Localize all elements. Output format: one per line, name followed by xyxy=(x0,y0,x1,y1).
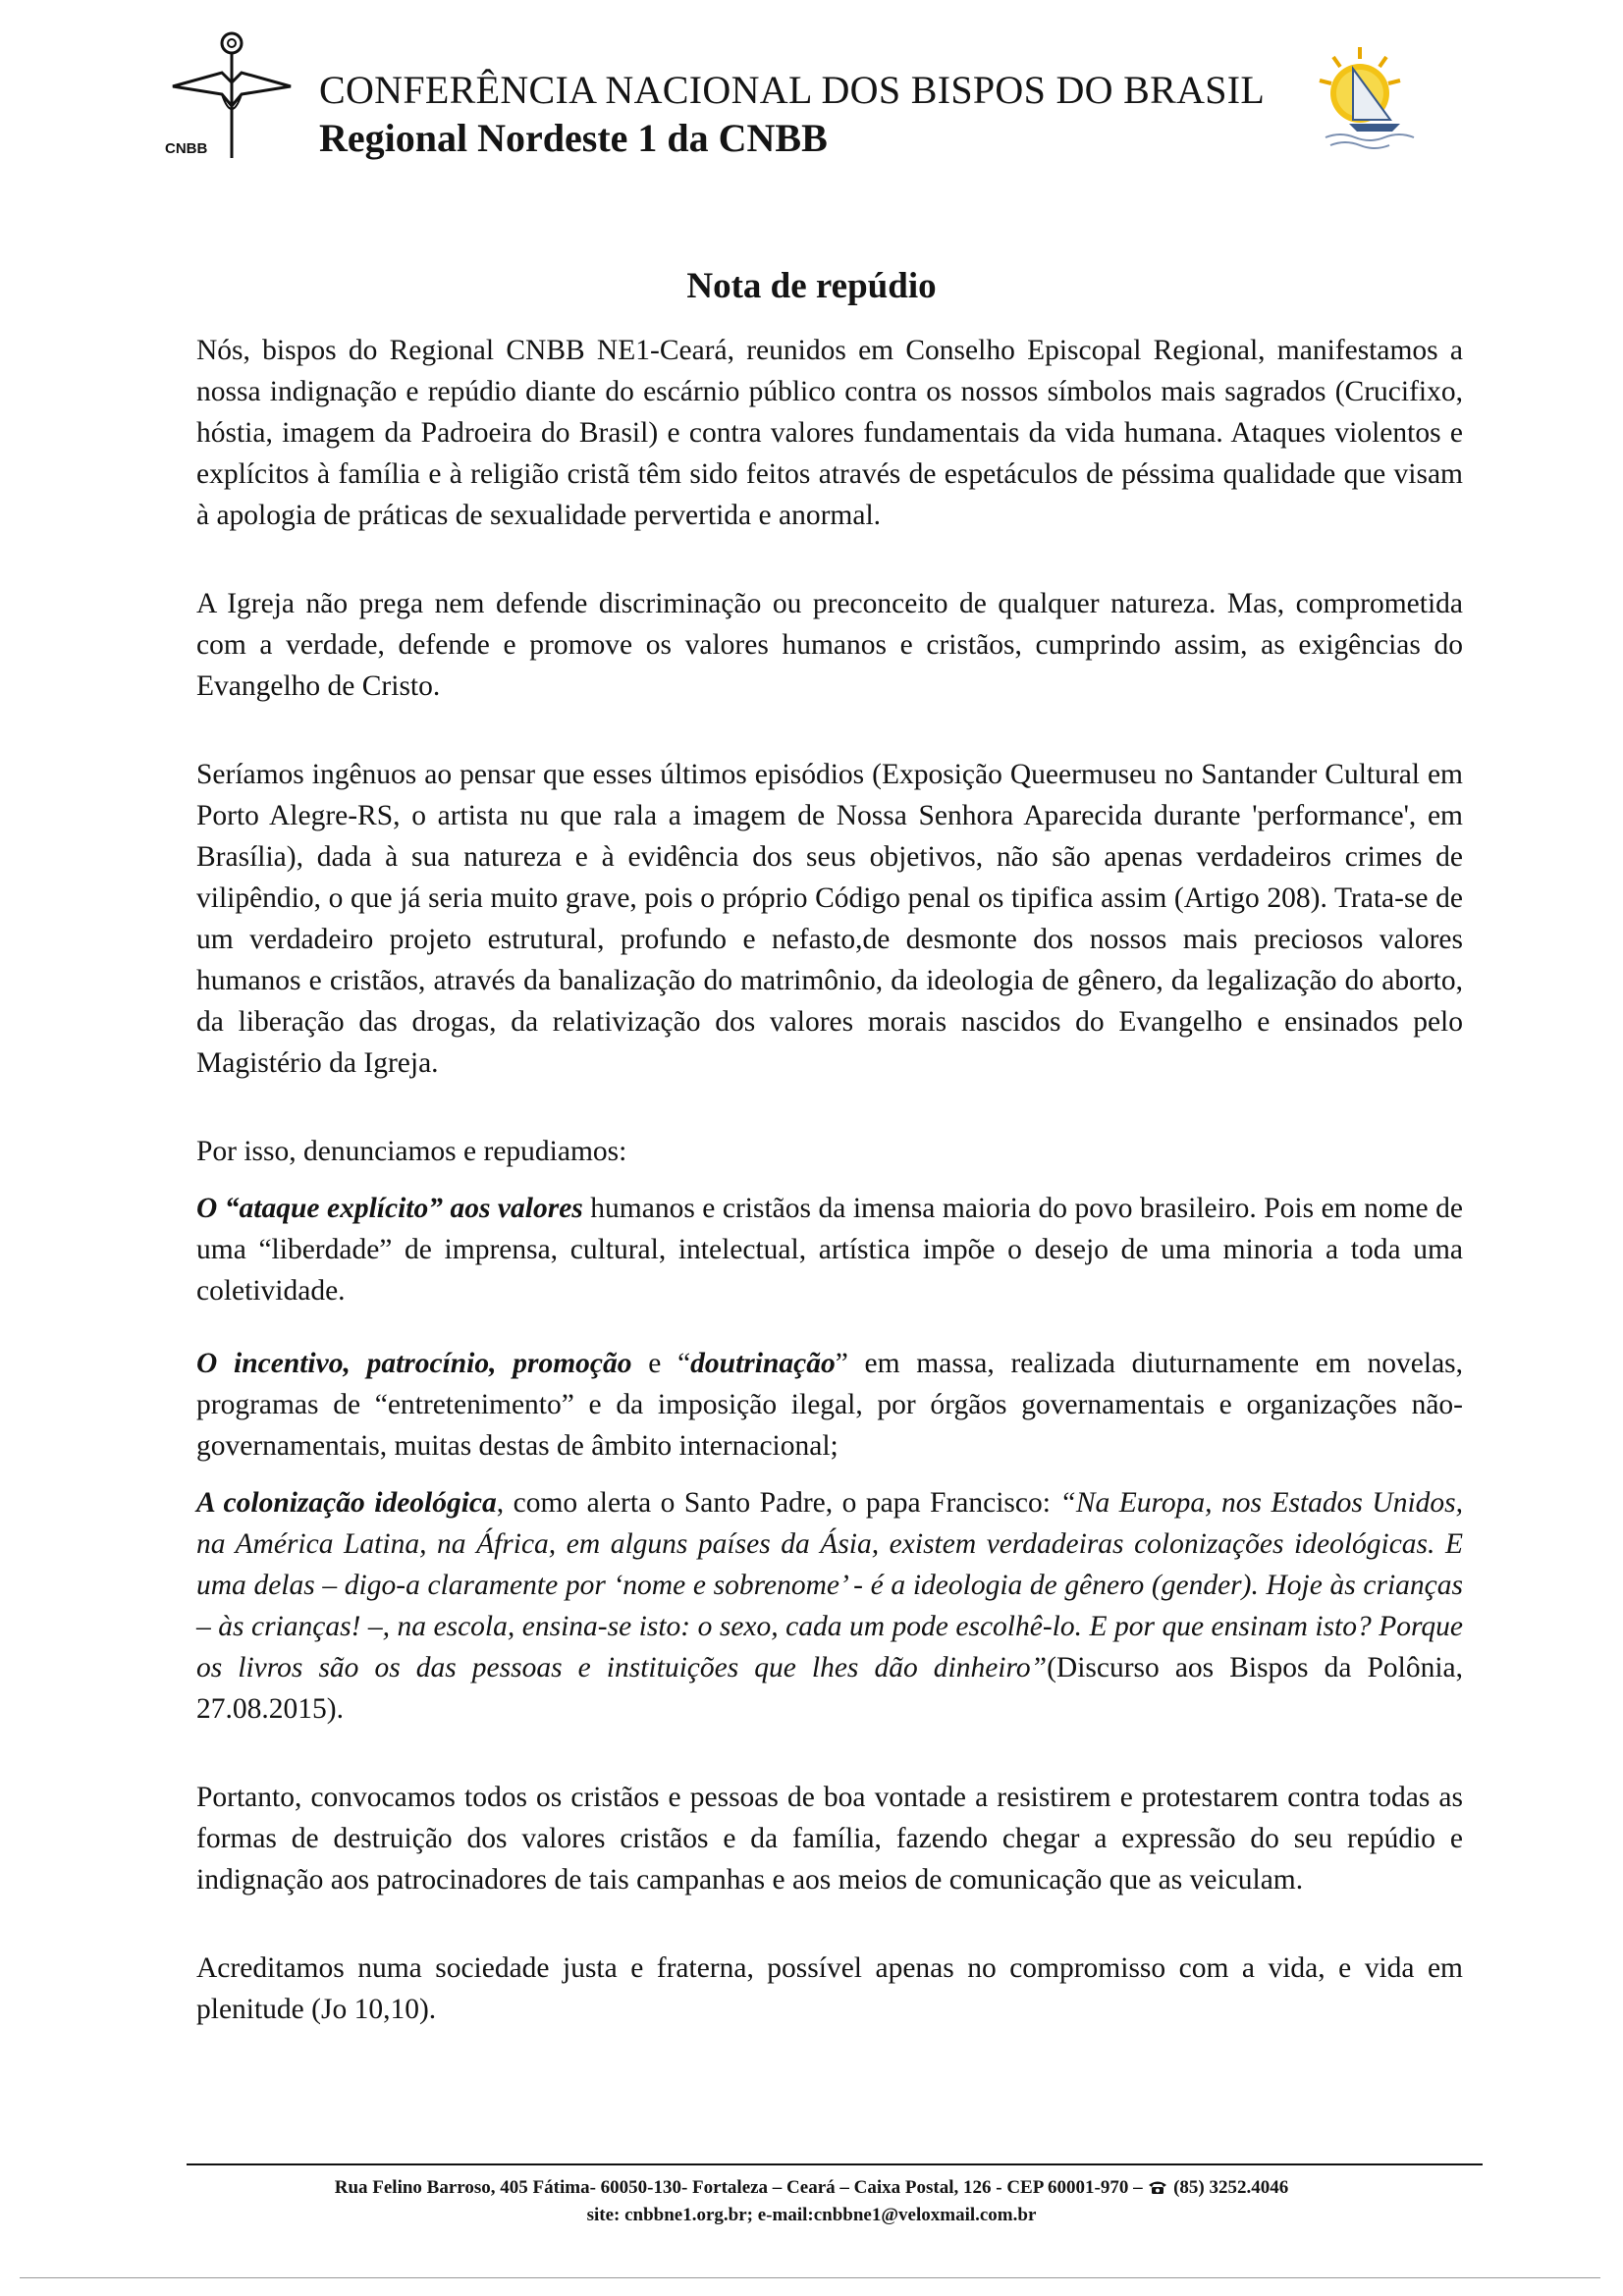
document-body xyxy=(196,330,1463,2077)
footer-address-line xyxy=(0,2174,1623,2202)
footer-address: Rua Felino Barroso, 405 Fátima- 60050-130- Fortaleza – Ceará – Caixa Postal, 126 - CEP 60001-970 – xyxy=(334,2177,1143,2198)
paragraph-call-to-action: Portanto, convocamos todos os cristãos e pessoas de boa vontade a resistirem e protestarem contra todas as formas de destruição dos valores cristãos e da família, fazendo chegar a expressão do seu repúdio e indignação aos patrocinadores de tais campanhas e aos meios de comunicação que as veiculam. xyxy=(196,1782,1463,1896)
indoctrination-lead: doutrinação xyxy=(690,1348,836,1379)
footer-divider xyxy=(187,2163,1483,2165)
incentive-text: ” em massa, realizada diuturnamente em novelas, programas de “entretenimento” e da imposição ilegal, por órgãos governamentais e organizações não-governamentais, muitas destas de âmbito internacional; xyxy=(196,1348,1464,1462)
paragraph-closing: Acreditamos numa sociedade justa e fraterna, possível apenas no compromisso com a vida, e vida em plenitude (Jo 10,10). xyxy=(196,1952,1463,2025)
pope-quote: “Na Europa, nos Estados Unidos, na América Latina, na África, em alguns países da Ásia, existem verdadeiras colonizações ideológicas. E uma delas – digo-a claramente por ‘nome e sobrenome’ - é a ideologia de gênero (gender). Hoje às crianças – às crianças! –, na escola, ensina-se isto: o sexo, cada um pode escolhê-lo. E por que ensinam isto? Porque os livros são os das pessoas e instituições que lhes dão dinheiro” xyxy=(196,1487,1464,1683)
colonization-intro: , como alerta o Santo Padre, o papa Francisco: xyxy=(496,1487,1060,1519)
page-bottom-edge-line xyxy=(20,2277,1600,2278)
paragraph-ideological-colonization xyxy=(196,1482,1463,1730)
telephone-icon xyxy=(1147,2179,1168,2195)
paragraph-church-position: A Igreja não prega nem defende discriminação ou preconceito de qualquer natureza. Mas, comprometida com a verdade, defende e promove os valores humanos e cristãos, cumprindo assim, as exigências do Evangelho de Cristo. xyxy=(196,588,1463,702)
paragraph-intro: Nós, bispos do Regional CNBB NE1-Ceará, reunidos em Conselho Episcopal Regional, manifestamos a nossa indignação e repúdio diante do escárnio público contra os nossos símbolos mais sagrados (Crucifixo, hóstia, imagem da Padroeira do Brasil) e contra valores fundamentais da vida humana. Ataques violentos e explícitos à família e à religião cristã têm sido feitos através de espetáculos de péssima qualidade que visam à apologia de práticas de sexualidade pervertida e anormal. xyxy=(196,335,1463,531)
cnbb-logo-icon xyxy=(165,26,293,163)
paragraph-episodes: Seríamos ingênuos ao pensar que esses últimos episódios (Exposição Queermuseu no Santander Cultural em Porto Alegre-RS, o artista nu que rala a imagem de Nossa Senhora Aparecida durante 'performance', em Brasília), dada à sua natureza e à evidência dos seus objetivos, não são apenas verdadeiros crimes de vilipêndio, o que já seria muito grave, pois o próprio Código penal os tipifica assim (Artigo 208). Trata-se de um verdadeiro projeto estrutural, profundo e nefasto,de desmonte dos nossos mais preciosos valores humanos e cristãos, através da banalização do matrimônio, da ideologia de gênero, da legalização do aborto, da liberação das drogas, da relativização dos valores morais nascidos do Evangelho e ensinados pelo Magistério da Igreja. xyxy=(196,759,1463,1079)
footer-site-email: site: cnbbne1.org.br; e-mail:cnbbne1@veloxmail.com.br xyxy=(586,2205,1037,2225)
paragraph-denounce-intro: Por isso, denunciamos e repudiamos: xyxy=(196,1136,627,1167)
incentive-lead: O incentivo, patrocínio, promoção xyxy=(196,1348,632,1379)
document-title: Nota de repúdio xyxy=(686,266,937,306)
paragraph-explicit-attack xyxy=(196,1188,1463,1311)
explicit-attack-text: humanos e cristãos da imensa maioria do povo brasileiro. Pois em nome de uma “liberdade” de imprensa, cultural, intelectual, artística impõe o desejo de uma minoria a toda uma coletividade. xyxy=(196,1193,1463,1307)
organization-name: CONFERÊNCIA NACIONAL DOS BISPOS DO BRASIL xyxy=(319,68,1266,112)
letterhead xyxy=(0,0,1623,196)
incentive-connector: e “ xyxy=(631,1348,691,1379)
footer-phone: (85) 3252.4046 xyxy=(1173,2177,1289,2198)
quote-citation: (Discurso aos Bispos da Polônia, 27.08.2015). xyxy=(196,1652,1464,1725)
paragraph-incentive xyxy=(196,1343,1463,1467)
cnbb-logo-text: CNBB xyxy=(165,140,208,157)
organization-subtitle: Regional Nordeste 1 da CNBB xyxy=(319,116,828,160)
letterhead-footer xyxy=(0,2174,1623,2229)
regional-logo-icon xyxy=(1306,39,1424,157)
explicit-attack-lead: O “ataque explícito” aos valores xyxy=(196,1193,583,1224)
colonization-lead: A colonização ideológica xyxy=(196,1487,497,1519)
